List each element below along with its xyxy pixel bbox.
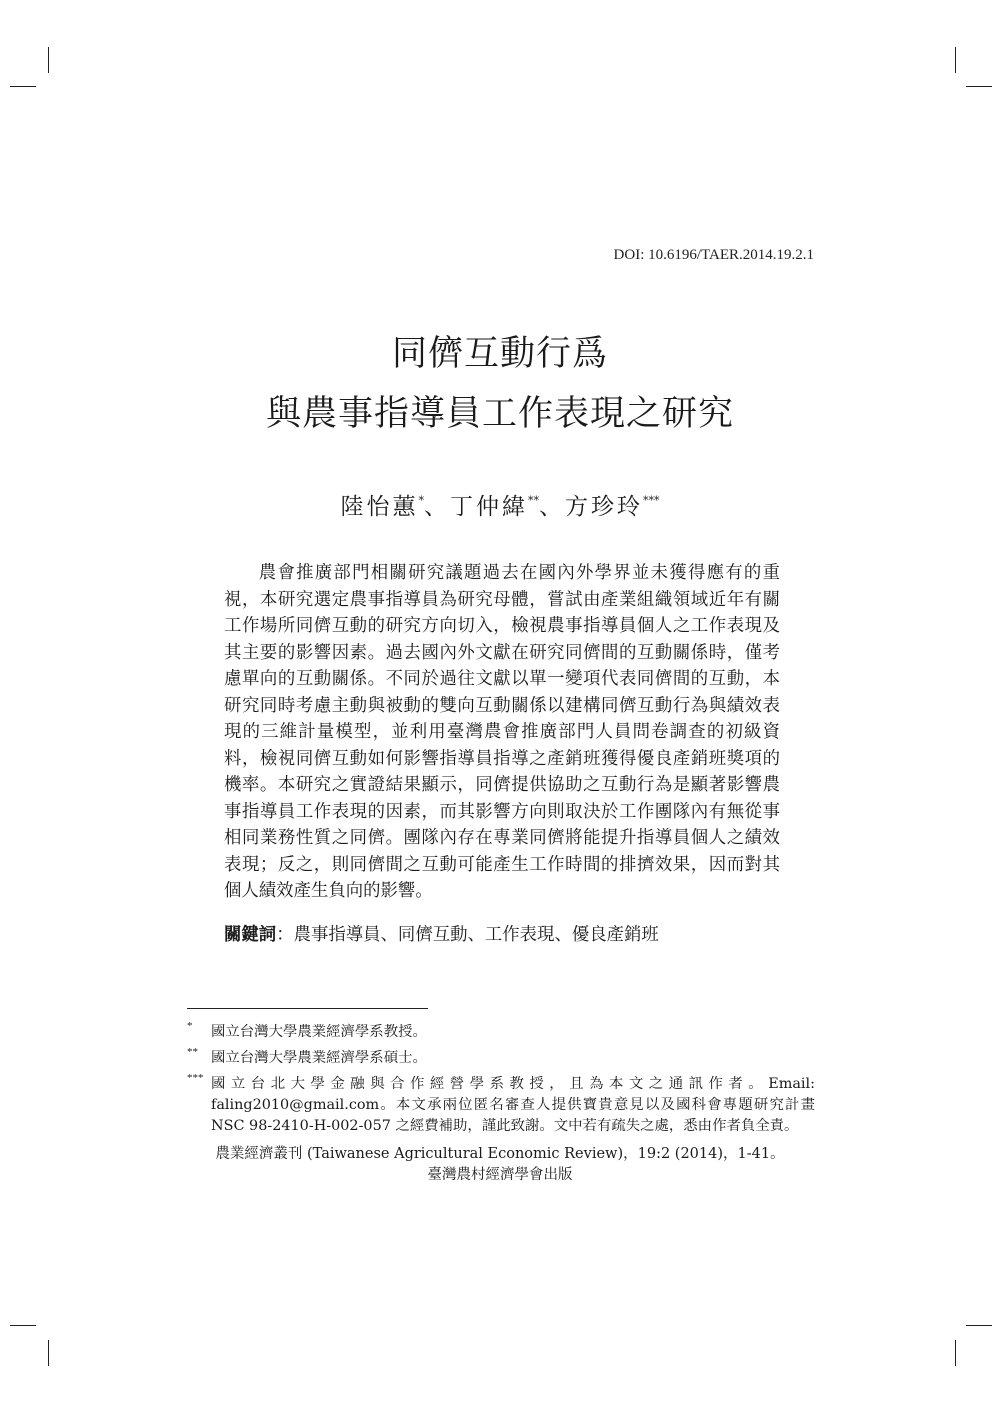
- crop-mark: [48, 1340, 49, 1366]
- footnote-text: 國立台灣大學農業經濟學系碩士。: [211, 1050, 427, 1066]
- title-line-2: 與農事指導員工作表現之研究: [265, 394, 734, 434]
- footnote-mark: *: [187, 1020, 193, 1032]
- author-name: 丁仲緯: [450, 494, 528, 520]
- publisher-line: 臺灣農村經濟學會出版: [427, 1167, 573, 1183]
- abstract-text: 農會推廣部門相關研究議題過去在國內外學界並未獲得應有的重視，本研究選定農事指導員為研究母體，嘗試由產業組織領域近年有關工作場所同儕互動的研究方向切入，檢視農事指導員個人之工作表現及其主要的影響因素。過去國內外文獻在研究同儕間的互動關係時，僅考慮單向的互動關係。不同於過往文獻以單一變項代表同儕間的互動，本研究同時考慮主動與被動的雙向互動關係以建構同儕互動行為與績效表現的三維計量模型，並利用臺灣農會推廣部門人員問卷調查的初級資料，檢視同儕互動如何影響指導員指導之產銷班獲得優良產銷班獎項的機率。本研究之實證結果顯示，同儕提供協助之互動行為是顯著影響農事指導員工作表現的因素，而其影響方向則取決於工作團隊內有無從事相同業務性質之同儕。團隊內存在專業同儕將能提升指導員個人之績效表現；反之，則同儕間之互動可能產生工作時間的排擠效果，因而對其個人績效產生負向的影響。: [224, 563, 780, 901]
- footnote-text: 國立台北大學金融與合作經營學系教授，且為本文之通訊作者。Email: faling2010@gmail.com。本文承兩位匿名審查人提供寶貴意見以及國科會專題研究計畫 NSC 98-2410-H-002-057 之經費補助，謹此致謝。文中若有疏失之處，悉由作者負全責。: [211, 1076, 815, 1134]
- footnote-2: [187, 1048, 815, 1069]
- keywords-text: ：農事指導員、同儕互動、工作表現、優良產銷班: [276, 925, 659, 945]
- author-list: [0, 488, 1000, 521]
- author-mark: **: [528, 494, 539, 507]
- crop-mark: [10, 86, 36, 87]
- crop-mark: [966, 86, 992, 87]
- footnote-mark: **: [187, 1046, 198, 1058]
- keywords-label: 關鍵詞: [224, 925, 277, 945]
- author-mark: ***: [643, 494, 660, 507]
- author-mark: *: [418, 494, 424, 507]
- footnote-text: 國立台灣大學農業經濟學系教授。: [211, 1024, 427, 1040]
- crop-mark: [955, 1340, 956, 1366]
- author-name: 方珍玲: [565, 494, 643, 520]
- journal-citation: 農業經濟叢刊 (Taiwanese Agricultural Economic Review)，19:2 (2014)，1-41。: [215, 1146, 785, 1162]
- author-separator: 、: [424, 494, 450, 520]
- publication-info: [0, 1144, 1000, 1186]
- crop-mark: [955, 47, 956, 73]
- crop-mark: [10, 1325, 36, 1326]
- doi-label: DOI: 10.6196/TAER.2014.19.2.1: [613, 247, 814, 263]
- author-separator: 、: [539, 494, 565, 520]
- crop-mark: [966, 1325, 992, 1326]
- keywords: [224, 922, 780, 948]
- footnote-mark: ***: [187, 1072, 204, 1084]
- title-line-1: 同儕互動行爲: [391, 334, 608, 374]
- paper-title: [0, 324, 1000, 444]
- footnote-3: [187, 1074, 815, 1137]
- footnote-divider: [187, 1008, 428, 1009]
- footnote-1: [187, 1022, 815, 1043]
- author-name: 陸怡蕙: [340, 494, 419, 520]
- crop-mark: [48, 47, 49, 73]
